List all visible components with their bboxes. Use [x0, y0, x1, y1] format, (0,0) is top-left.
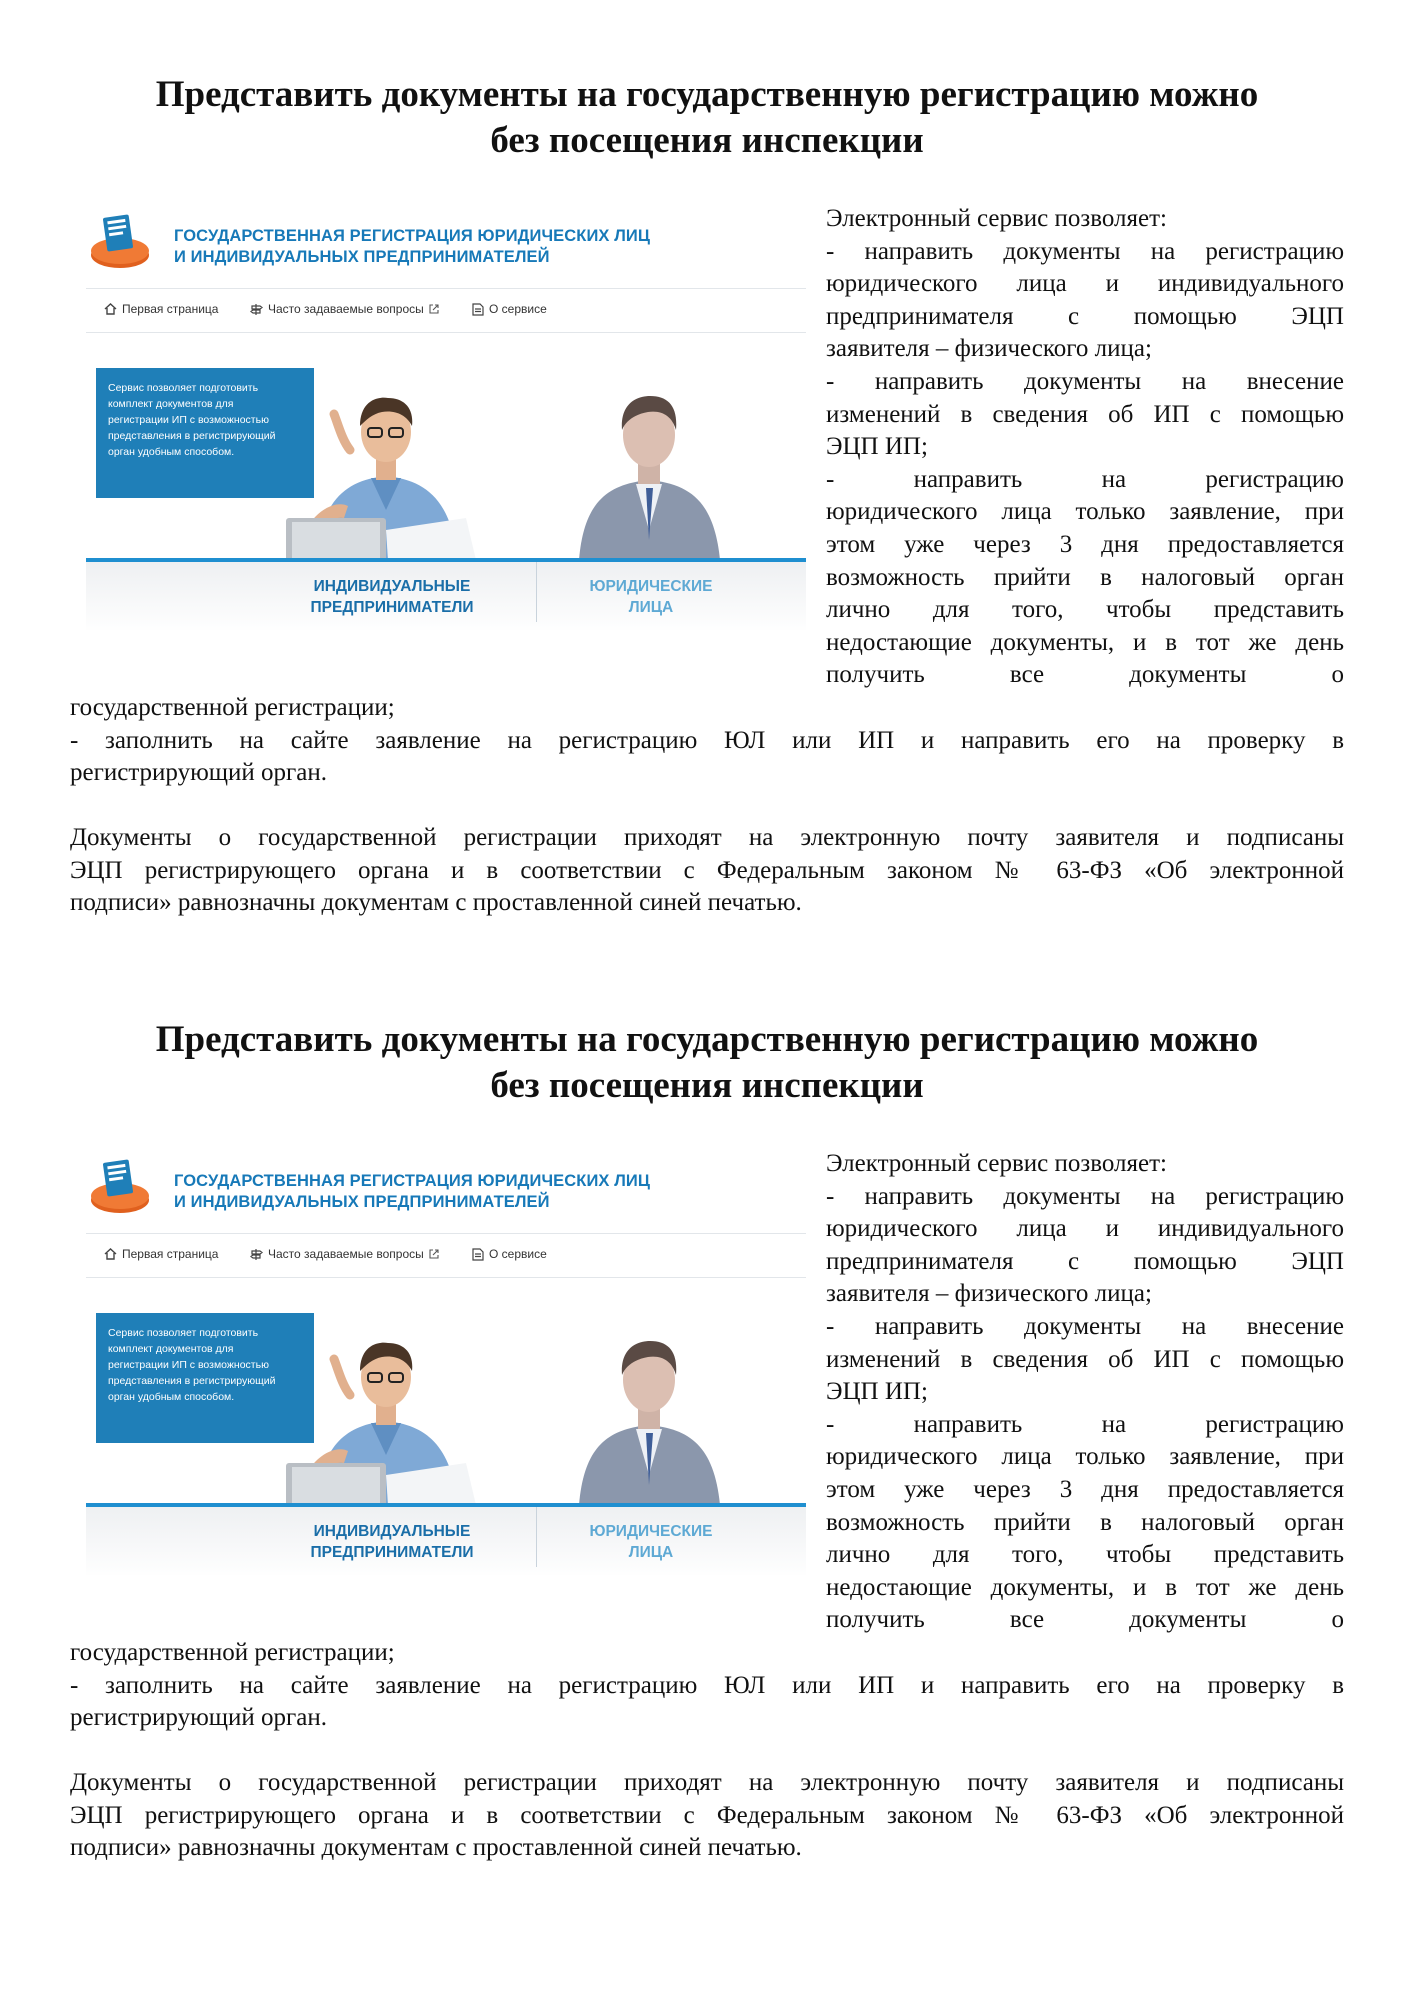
tab-label-line: ЮРИДИЧЕСКИЕ: [589, 1523, 713, 1540]
service-screenshot: [86, 190, 806, 630]
final-paragraph: [70, 1767, 1344, 1865]
text-line: ЭЦП ИП;: [826, 433, 928, 461]
header-line: ГОСУДАРСТВЕННАЯ РЕГИСТРАЦИЯ ЮРИДИЧЕСКИХ ЛИЦ: [174, 1172, 651, 1190]
text-line: - направить документы на регистрацию: [826, 237, 1344, 265]
tab-legal-entities[interactable]: [556, 1521, 746, 1563]
tab-label-line: ПРЕДПРИНИМАТЕЛИ: [310, 599, 474, 616]
text-line: юридического лица и индивидуального: [826, 1215, 1344, 1243]
section-title: [70, 72, 1344, 164]
tab-label-line: ИНДИВИДУАЛЬНЫЕ: [313, 1523, 471, 1540]
text-line: получить все документы о: [826, 1606, 1344, 1634]
divider: [86, 332, 806, 333]
text-line: предпринимателя с помощью ЭЦП: [826, 1247, 1344, 1275]
text-line: - направить документы на внесение: [826, 367, 1344, 395]
tab-individual-entrepreneurs[interactable]: [272, 1521, 512, 1563]
text-line: заявителя – физического лица;: [826, 1280, 1152, 1308]
text-line: заявителя – физического лица;: [826, 335, 1152, 363]
external-link-icon: [429, 1249, 439, 1259]
text-line: лично для того, чтобы представить: [826, 596, 1344, 624]
text-line: недостающие документы, и в тот же день: [826, 1573, 1344, 1601]
text-line: недостающие документы, и в тот же день: [826, 628, 1344, 656]
header-line: И ИНДИВИДУАЛЬНЫХ ПРЕДПРИНИМАТЕЛЕЙ: [174, 248, 550, 266]
text-line: ЭЦП ИП;: [826, 1378, 928, 1406]
text-line: Документы о государственной регистрации приходят на электронную почту заявителя и подписаны: [70, 1769, 1344, 1796]
home-icon: [104, 1248, 117, 1260]
tab-divider: [536, 562, 537, 622]
registration-logo-icon: [88, 210, 152, 274]
entrepreneur-photo: [276, 380, 496, 560]
divider: [86, 288, 806, 289]
text-line: - направить документы на регистрацию: [826, 1182, 1344, 1210]
service-tabs: [86, 1503, 806, 1575]
tab-label-line: ПРЕДПРИНИМАТЕЛИ: [310, 1544, 474, 1561]
info-line: комплект документов для: [108, 398, 234, 410]
nav-home[interactable]: [104, 1247, 218, 1261]
nav-faq[interactable]: [250, 1247, 439, 1261]
info-line: комплект документов для: [108, 1343, 234, 1355]
text-line: государственной регистрации;: [70, 694, 395, 721]
service-screenshot: [86, 1135, 806, 1575]
home-icon: [104, 303, 117, 315]
info-line: орган удобным способом.: [108, 446, 235, 458]
title-line: Представить документы на государственную регистрацию можно: [155, 1019, 1259, 1060]
text-line: государственной регистрации;: [70, 1639, 395, 1666]
tab-individual-entrepreneurs[interactable]: [272, 576, 512, 618]
service-tabs: [86, 558, 806, 630]
service-nav: [104, 302, 794, 322]
external-link-icon: [429, 304, 439, 314]
intro-paragraph: [826, 1148, 1344, 1637]
entrepreneur-photo: [276, 1325, 496, 1505]
text-line: юридического лица только заявление, при: [826, 1443, 1344, 1471]
title-line: без посещения инспекции: [490, 1065, 924, 1106]
final-paragraph: [70, 822, 1344, 920]
tab-label-line: ИНДИВИДУАЛЬНЫЕ: [313, 578, 471, 595]
text-line: подписи» равнозначны документам с проставленной синей печатью.: [70, 889, 802, 917]
text-line: - направить документы на внесение: [826, 1312, 1344, 1340]
nav-label: О сервисе: [489, 302, 547, 316]
nav-label: О сервисе: [489, 1247, 547, 1261]
nav-label: Первая страница: [122, 302, 219, 316]
text-line: регистрирующий орган.: [70, 1704, 328, 1732]
tab-label-line: ЮРИДИЧЕСКИЕ: [589, 578, 713, 595]
title-line: Представить документы на государственную регистрацию можно: [155, 74, 1259, 115]
info-section-2: [0, 945, 1414, 1890]
signpost-icon: [250, 1248, 263, 1261]
text-line: Электронный сервис позволяет:: [826, 205, 1168, 232]
service-nav: [104, 1247, 794, 1267]
info-line: представления в регистрирующий: [108, 1375, 276, 1387]
text-line: регистрирующий орган.: [70, 759, 328, 787]
service-header-title: [174, 1171, 650, 1213]
nav-about[interactable]: [472, 1247, 547, 1261]
continuation-paragraph: [70, 692, 1344, 790]
divider: [86, 1233, 806, 1234]
nav-label: Часто задаваемые вопросы: [268, 302, 424, 316]
document-icon: [472, 1248, 484, 1261]
businessman-photo: [574, 1325, 724, 1505]
title-line: без посещения инспекции: [490, 120, 924, 161]
text-line: ЭЦП регистрирующего органа и в соответствии с Федеральным законом № 63-ФЗ «Об электронной: [70, 1801, 1344, 1829]
text-line: получить все документы о: [826, 661, 1344, 689]
document-icon: [472, 303, 484, 316]
registration-logo-icon: [88, 1155, 152, 1219]
section-title: [70, 1017, 1344, 1109]
text-line: предпринимателя с помощью ЭЦП: [826, 302, 1344, 330]
nav-faq[interactable]: [250, 302, 439, 316]
text-line: юридического лица только заявление, при: [826, 498, 1344, 526]
info-line: орган удобным способом.: [108, 1391, 235, 1403]
businessman-photo: [574, 380, 724, 560]
tab-label-line: ЛИЦА: [628, 599, 674, 616]
info-line: регистрации ИП с возможностью: [108, 414, 269, 426]
text-line: этом уже через 3 дня предоставляется: [826, 1475, 1344, 1503]
signpost-icon: [250, 303, 263, 316]
tab-label-line: ЛИЦА: [628, 1544, 674, 1561]
text-line: - направить на регистрацию: [826, 465, 1344, 493]
info-line: Сервис позволяет подготовить: [108, 1327, 259, 1339]
service-header-title: [174, 226, 650, 268]
continuation-paragraph: [70, 1637, 1344, 1735]
text-line: - направить на регистрацию: [826, 1410, 1344, 1438]
text-line: возможность прийти в налоговый орган: [826, 1508, 1344, 1536]
tab-divider: [536, 1507, 537, 1567]
text-line: изменений в сведения об ИП с помощью: [826, 1345, 1344, 1373]
divider: [86, 1277, 806, 1278]
text-line: - заполнить на сайте заявление на регистрацию ЮЛ или ИП и направить его на проверку в: [70, 726, 1344, 754]
text-line: Электронный сервис позволяет:: [826, 1150, 1168, 1177]
nav-label: Первая страница: [122, 1247, 219, 1261]
header-line: ГОСУДАРСТВЕННАЯ РЕГИСТРАЦИЯ ЮРИДИЧЕСКИХ ЛИЦ: [174, 227, 651, 245]
tab-legal-entities[interactable]: [556, 576, 746, 618]
text-line: подписи» равнозначны документам с проставленной синей печатью.: [70, 1834, 802, 1862]
header-line: И ИНДИВИДУАЛЬНЫХ ПРЕДПРИНИМАТЕЛЕЙ: [174, 1193, 550, 1211]
text-line: - заполнить на сайте заявление на регистрацию ЮЛ или ИП и направить его на проверку в: [70, 1671, 1344, 1699]
intro-paragraph: [826, 203, 1344, 692]
info-line: Сервис позволяет подготовить: [108, 382, 259, 394]
nav-about[interactable]: [472, 302, 547, 316]
nav-label: Часто задаваемые вопросы: [268, 1247, 424, 1261]
text-line: этом уже через 3 дня предоставляется: [826, 530, 1344, 558]
text-line: юридического лица и индивидуального: [826, 270, 1344, 298]
text-line: изменений в сведения об ИП с помощью: [826, 400, 1344, 428]
info-section-1: [0, 0, 1414, 945]
info-line: представления в регистрирующий: [108, 430, 276, 442]
text-line: ЭЦП регистрирующего органа и в соответствии с Федеральным законом № 63-ФЗ «Об электронной: [70, 856, 1344, 884]
text-line: лично для того, чтобы представить: [826, 1541, 1344, 1569]
nav-home[interactable]: [104, 302, 218, 316]
info-line: регистрации ИП с возможностью: [108, 1359, 269, 1371]
text-line: возможность прийти в налоговый орган: [826, 563, 1344, 591]
text-line: Документы о государственной регистрации приходят на электронную почту заявителя и подписаны: [70, 824, 1344, 851]
